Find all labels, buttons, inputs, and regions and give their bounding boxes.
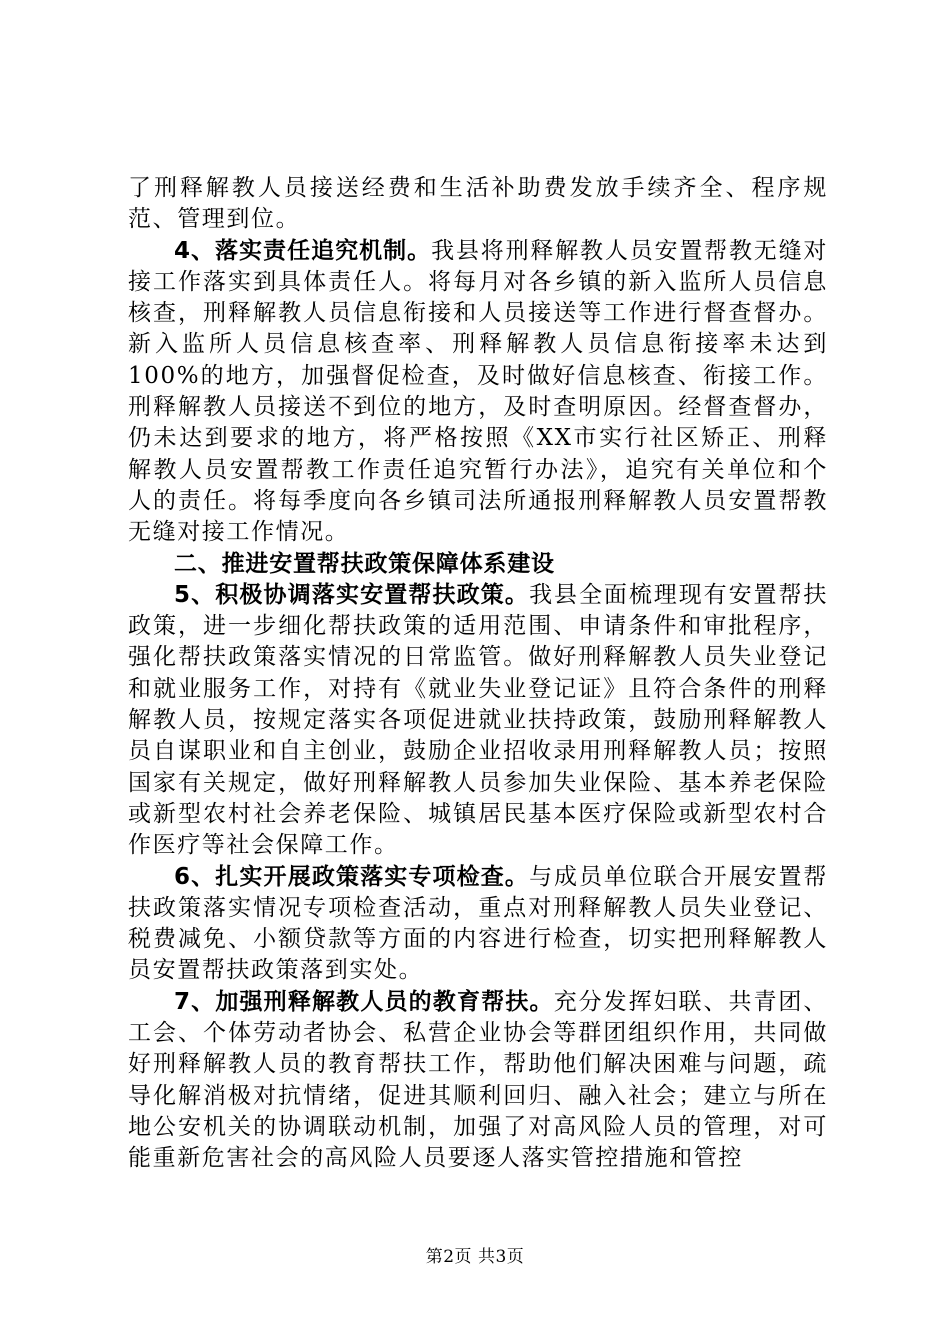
paragraph-text: 充分发挥妇联、共青团、工会、个体劳动者协会、私营企业协会等群团组织作用，共同做好刑释解教人员的教育帮扶工作，帮助他们解决困难与问题，疏导化解消极对抗情绪，促进其顺利回归、融入社会；建立与所在地公安机关的协调联动机制，加强了对高风险人员的管理，对可能重新危害社会的高风险人员要逐人落实管控措施和管控 — [128, 988, 828, 1172]
paragraph-text: 与成员单位联合开展安置帮扶政策落实情况专项检查活动，重点对刑释解教人员失业登记、税费减免、小额贷款等方面的内容进行检查，切实把刑释解教人员安置帮扶政策落到实处。 — [128, 863, 828, 984]
paragraph-continued — [128, 173, 828, 236]
paragraph-item-4 — [128, 236, 828, 549]
paragraph-text: 我县全面梳理现有安置帮扶政策，进一步细化帮扶政策的适用范围、申请条件和审批程序，强化帮扶政策落实情况的日常监管。做好刑释解教人员失业登记和就业服务工作，对持有《就业失业登记证》且符合条件的刑释解教人员，按规定落实各项促进就业扶持政策，鼓励刑释解教人员自谋职业和自主创业，鼓励企业招收录用刑释解教人员；按照国家有关规定，做好刑释解教人员参加失业保险、基本养老保险或新型农村社会养老保险、城镇居民基本医疗保险或新型农村合作医疗等社会保障工作。 — [128, 581, 828, 859]
paragraph-text: 了刑释解教人员接送经费和生活补助费发放手续齐全、程序规范、管理到位。 — [128, 175, 828, 233]
paragraph-lead: 5、积极协调落实安置帮扶政策。 — [174, 581, 530, 608]
paragraph-lead: 6、扎实开展政策落实专项检查。 — [174, 863, 530, 890]
paragraph-lead: 7、加强刑释解教人员的教育帮扶。 — [174, 988, 554, 1015]
paragraph-item-6 — [128, 862, 828, 987]
paragraph-item-5 — [128, 580, 828, 862]
section-heading: 二、推进安置帮扶政策保障体系建设 — [174, 550, 555, 577]
paragraph-item-7 — [128, 987, 828, 1175]
paragraph-text: 我县将刑释解教人员安置帮教无缝对接工作落实到具体责任人。将每月对各乡镇的新入监所人员信息核查，刑释解教人员信息衔接和人员接送等工作进行督查督办。新入监所人员信息核查率、刑释解教人员信息衔接率未达到100%的地方，加强督促检查，及时做好信息核查、衔接工作。刑释解教人员接送不到位的地方，及时查明原因。经督查督办，仍未达到要求的地方，将严格按照《XX市实行社区矫正、刑释解教人员安置帮教工作责任追究暂行办法》，追究有关单位和个人的责任。将每季度向各乡镇司法所通报刑释解教人员安置帮教无缝对接工作情况。 — [128, 237, 828, 546]
paragraph-lead: 4、落实责任追究机制。 — [174, 237, 432, 264]
page-footer: 第2页 共3页 — [425, 1247, 525, 1267]
document-body — [128, 173, 828, 1175]
